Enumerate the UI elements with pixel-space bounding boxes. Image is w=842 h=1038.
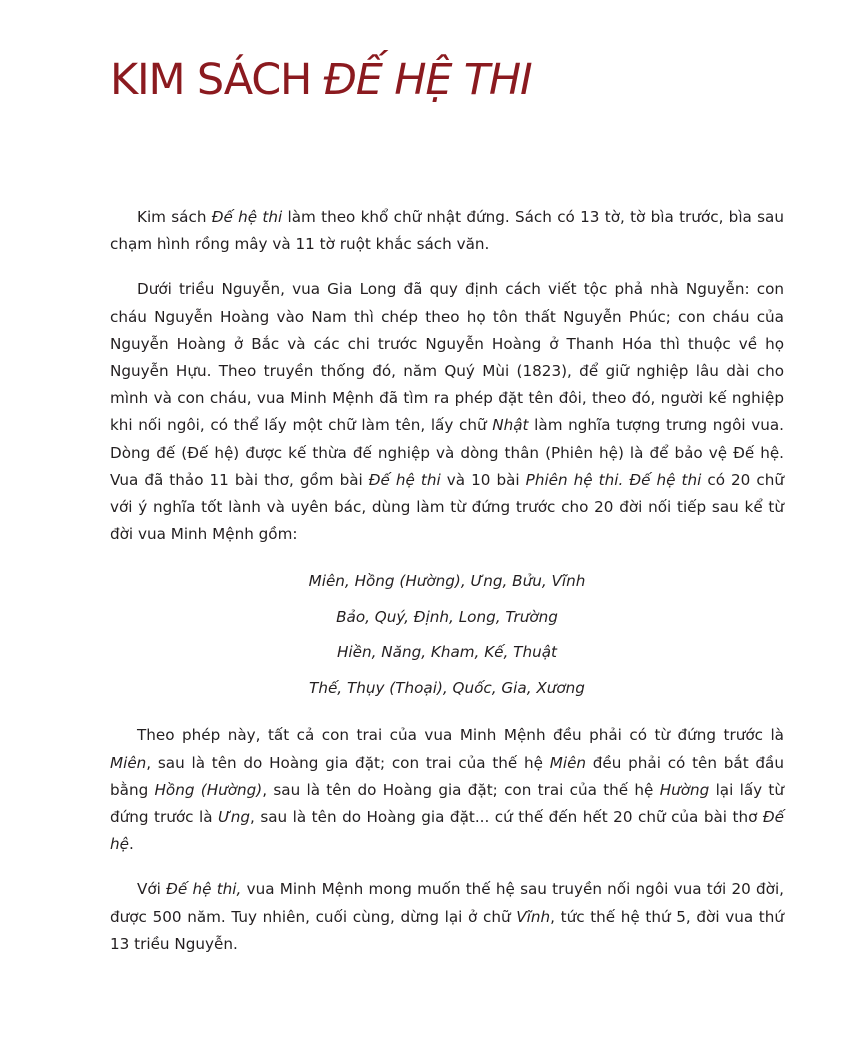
text-run: , tức thế hệ thứ 5, đời vua thứ 13 triều Nguyễn. bbox=[110, 907, 784, 953]
text-run: lại lấy từ đứng trước là bbox=[110, 780, 785, 827]
text-run: vua Minh Mệnh mong muốn thế hệ sau truyền nối ngôi vua tới 20 đời, được 500 năm. Tuy nhiên, cuối cùng, dừng lại ở chữ bbox=[110, 880, 784, 926]
paragraph-1 bbox=[110, 204, 784, 258]
italic-run: Đế hệ thi, bbox=[166, 880, 242, 899]
italic-run: Nhật bbox=[492, 416, 529, 435]
paragraph-3 bbox=[110, 722, 784, 858]
text-run: Theo phép này, tất cả con trai của vua Minh Mệnh đều phải có từ đứng trước là bbox=[137, 726, 784, 745]
paragraph-4 bbox=[110, 876, 784, 958]
poem-line-2: Bảo, Quý, Định, Long, Trường bbox=[336, 607, 558, 626]
poem-line-3: Hiền, Năng, Kham, Kế, Thuật bbox=[337, 643, 557, 662]
italic-run: Ưng bbox=[218, 808, 250, 827]
italic-run: Đế hệ thi bbox=[368, 470, 441, 489]
italic-run: Miên bbox=[110, 753, 147, 772]
text-run: đều phải có tên bắt đầu bằng bbox=[110, 753, 784, 799]
title-prefix: KIM SÁCH bbox=[110, 55, 324, 105]
italic-run: Vĩnh bbox=[516, 907, 551, 926]
text-run: có 20 chữ với ý nghĩa tốt lành và uyên bác, dùng làm từ đứng trước cho 20 đời nối tiếp sau kể từ đời vua Minh Mệnh gồm: bbox=[110, 470, 784, 544]
text-run: làm nghĩa tượng trưng ngôi vua. Dòng đế (Đế hệ) được kế thừa đế nghiệp và dòng thân (Phiên hệ) là để bảo vệ Đế hệ. Vua đã thảo 11 bài thơ, gồm bài bbox=[110, 416, 784, 489]
title-italic: ĐẾ HỆ THI bbox=[323, 55, 532, 105]
poem-line-1: Miên, Hồng (Hường), Ưng, Bửu, Vĩnh bbox=[308, 572, 586, 591]
poem-block bbox=[110, 564, 784, 706]
italic-run: Đế hệ bbox=[110, 808, 784, 854]
text-run: , sau là tên do Hoàng gia đặt; con trai của thế hệ bbox=[146, 753, 550, 772]
italic-run: Hường bbox=[659, 780, 710, 799]
page-title bbox=[110, 54, 531, 106]
italic-run: Đế hệ thi bbox=[211, 208, 283, 226]
text-run: làm theo khổ chữ nhật đứng. Sách có 13 tờ, tờ bìa trước, bìa sau chạm hình rồng mây và 11 tờ ruột khắc sách văn. bbox=[110, 208, 784, 254]
italic-run: Phiên hệ thi. bbox=[525, 470, 624, 489]
text-run: , sau là tên do Hoàng gia đặt... cứ thế đến hết 20 chữ của bài thơ bbox=[250, 808, 763, 827]
text-run: . bbox=[128, 835, 134, 854]
italic-run: Đế hệ thi bbox=[629, 470, 702, 489]
text-run: , sau là tên do Hoàng gia đặt; con trai của thế hệ bbox=[262, 780, 660, 799]
text-run: Kim sách bbox=[137, 208, 212, 226]
italic-run: Hồng (Hường) bbox=[154, 780, 263, 799]
italic-run: Miên bbox=[549, 753, 587, 772]
body-text bbox=[110, 204, 784, 976]
text-run: Dưới triều Nguyễn, vua Gia Long đã quy định cách viết tộc phả nhà Nguyễn: con cháu Nguyễn Hoàng vào Nam thì chép theo họ tôn thất Nguyễn Phúc; con cháu của Nguyễn Hoàng ở Bắc và các chi trước Nguyễn Hoàng ở Thanh Hóa thì thuộc về họ Nguyễn Hựu. Theo truyền thống đó, năm Quý Mùi (1823), để giữ nghiệp lâu dài cho mình và con cháu, vua Minh Mệnh đã tìm ra phép đặt tên đôi, theo đó, người kế nghiệp khi nối ngôi, có thể lấy một chữ làm tên, lấy chữ bbox=[110, 280, 784, 435]
text-run: Với bbox=[137, 880, 167, 899]
text-run: và 10 bài bbox=[440, 470, 526, 489]
paragraph-2 bbox=[110, 276, 784, 548]
poem-line-4: Thế, Thụy (Thoại), Quốc, Gia, Xương bbox=[309, 678, 585, 697]
